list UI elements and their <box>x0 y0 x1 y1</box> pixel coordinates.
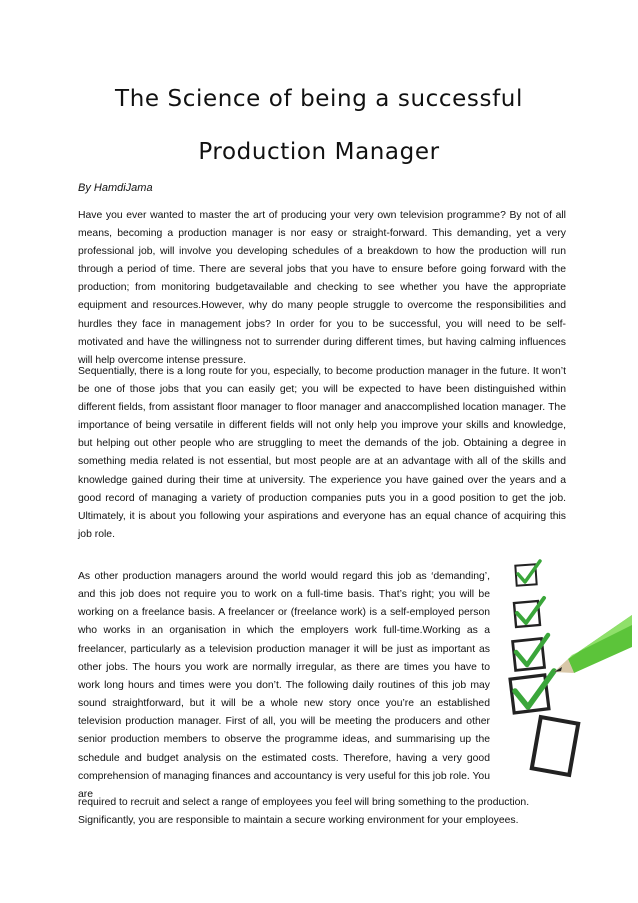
title-line-1: The Science of being a successful <box>115 86 523 112</box>
title-line-2: Production Manager <box>198 139 440 165</box>
paragraph-3-line-last-1: required to recruit and select a range of employees you feel will bring something to the production. <box>78 797 530 808</box>
paragraph-3-line-last-2: Significantly, you are responsible to maintain a secure working environment for your employees. <box>78 815 519 826</box>
byline: By HamdiJama <box>78 182 153 194</box>
paragraph-1: Have you ever wanted to master the art of producing your very own television programme? By not of all means, becoming a production manager is nor easy or straight-forward. This demanding, yet a very professional job, will involve you developing schedules of a breakdown to how the production will run through a period of time. There are several jobs that you have to ensure before going forward with the production; from monitoring budgetavailable and checking to see whether you have the appropriate equipment and resources.However, why do many people struggle to overcome the responsibilities and hurdles they face in management jobs? In order for you to be successful, you will need to be self-motivated and have the willingness not to surrender during different times, but having calming influences will help overcome intense pressure. <box>78 210 566 366</box>
checkbox-icon <box>532 717 578 775</box>
paragraph-3: As other production managers around the world would regard this job as ‘demanding’, and this job does not require you to work on a full-time basis. That’s right; you will be working on a freelance basis. A freelancer or (freelance work) is a self-employed person who works in an organisation in which the employers work full-time.Working as a freelancer, particularly as a television production manager it will be just as important as other jobs. The hours you work are normally irregular, as there are times you have to work long hours and times were you don’t. The following daily routines of this job may sound straightforward, but it will be a whole new story once you’re an established television production manager. First of all, you will be meeting the producers and other senior production members to observe the programme ideas, and summarising up the schedule and budget analysis on the estimated costs. Therefore, having a very good comprehension of managing finances and accountancy is very useful for this job role. You are <box>78 571 490 800</box>
checklist-pen-icon <box>482 555 632 795</box>
paragraph-2: Sequentially, there is a long route for you, especially, to become production manager in the future. It won’t be one of those jobs that you can easily get; you will be expected to have been distinguished within different fields, from assistant floor manager to floor manager and anaccomplished location manager. The importance of being versatile in different fields will not only help you improve your skills and knowledge, but helping out other people who are struggling to meet the demands of the job. Obtaining a degree in something media related is not essential, but most people are at an advantage with all of the skills and knowledge gained during their time at university. The experience you have gained over the years and a good record of managing a variety of production companies puts you in a good position to get the job. Ultimately, it is about you following your aspirations and everyone has an equal chance of acquiring this job role. <box>78 366 566 540</box>
pen-icon <box>554 615 632 673</box>
